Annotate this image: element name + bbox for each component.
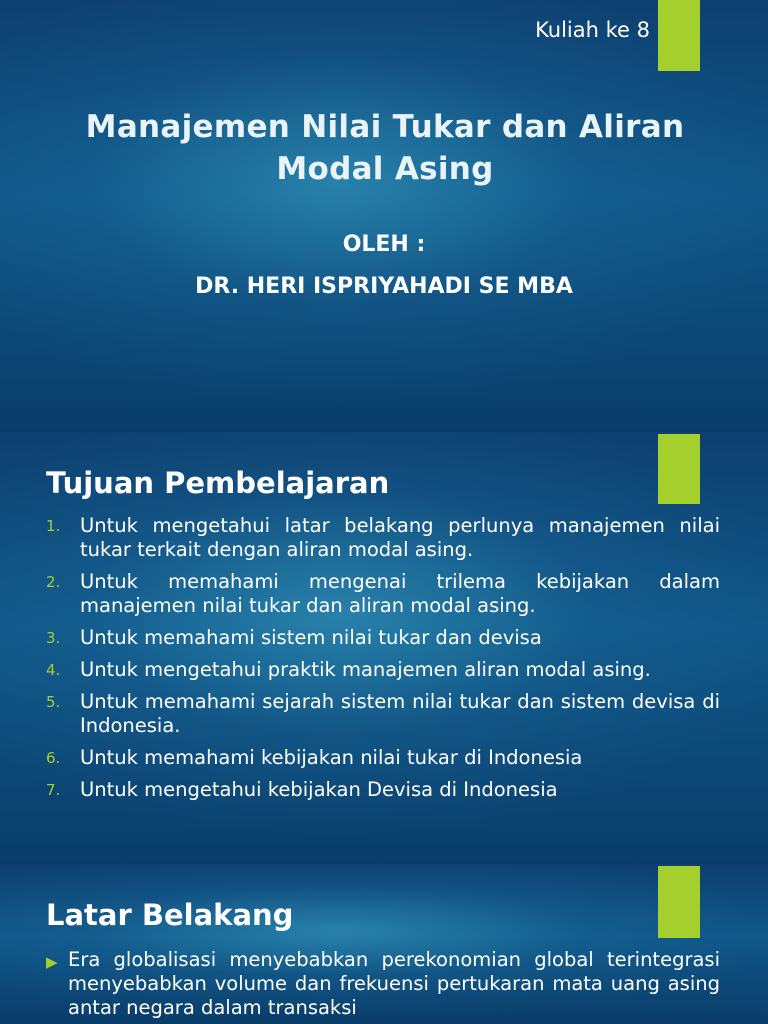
list-item: [46, 626, 720, 650]
list-text: Untuk mengetahui latar belakang perlunya manajemen nilai tukar terkait dengan aliran modal asing.: [80, 514, 720, 561]
triangle-right-icon: ▶: [46, 953, 58, 971]
slide-background: [0, 864, 768, 1024]
list-item: [46, 746, 720, 770]
list-text: Untuk memahami sejarah sistem nilai tukar dan sistem devisa di Indonesia.: [80, 690, 720, 737]
accent-bar: [658, 434, 700, 504]
list-number: 2.: [46, 573, 61, 591]
title-line-1: Manajemen Nilai Tukar dan Aliran: [85, 109, 685, 145]
list-number: 6.: [46, 749, 61, 767]
objectives-list: [46, 514, 720, 810]
list-text: Untuk memahami mengenai trilema kebijakan dalam manajemen nilai tukar dan aliran modal asing.: [80, 570, 720, 617]
list-number: 7.: [46, 781, 61, 799]
title-line-2: Modal Asing: [276, 151, 494, 187]
accent-bar: [658, 0, 700, 71]
list-text: Untuk memahami kebijakan nilai tukar di Indonesia: [80, 746, 583, 769]
slide-heading: Tujuan Pembelajaran: [46, 466, 390, 500]
bullet-text: Era globalisasi menyebabkan perekonomian global terintegrasi menyebabkan volume dan frekuensi pertukaran mata uang asing antar negara dalam transaksi: [68, 948, 720, 1019]
slide-title: [0, 0, 768, 432]
list-item: [46, 570, 720, 618]
list-item: [46, 514, 720, 562]
presentation-title: [60, 106, 710, 190]
author-name: DR. HERI ISPRIYAHADI SE MBA: [195, 274, 573, 299]
oleh-label: OLEH :: [342, 232, 426, 257]
list-text: Untuk mengetahui praktik manajemen aliran modal asing.: [80, 658, 651, 681]
list-item: [46, 778, 720, 802]
list-item: [46, 658, 720, 682]
list-text: Untuk mengetahui kebijakan Devisa di Indonesia: [80, 778, 558, 801]
list-number: 5.: [46, 693, 61, 711]
list-number: 4.: [46, 661, 61, 679]
lecture-label: Kuliah ke 8: [535, 18, 650, 42]
list-text: Untuk memahami sistem nilai tukar dan devisa: [80, 626, 542, 649]
bullet-item: [46, 948, 720, 1020]
list-item: [46, 690, 720, 738]
slide-objectives: [0, 432, 768, 864]
slide-heading: Latar Belakang: [46, 898, 294, 932]
list-number: 3.: [46, 629, 61, 647]
accent-bar: [658, 866, 700, 938]
list-number: 1.: [46, 517, 61, 535]
